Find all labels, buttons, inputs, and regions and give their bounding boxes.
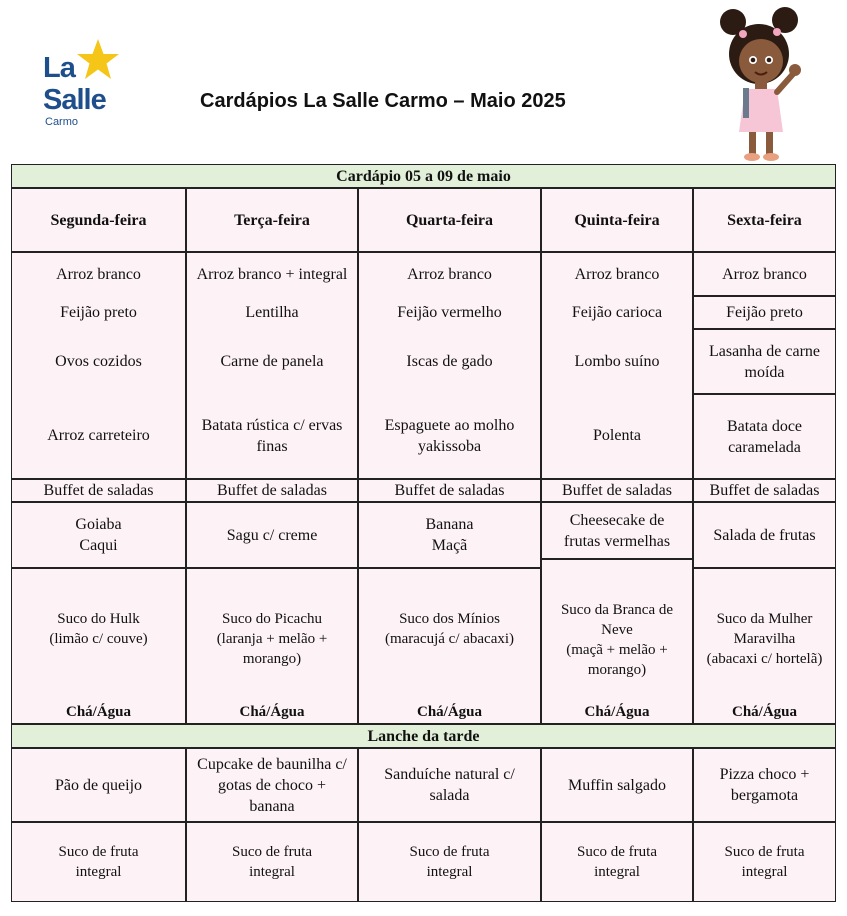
dish-side-quarta: Espaguete ao molho yakissoba [384,416,515,455]
salad-sexta [693,479,836,502]
juice-line-l3: morango) [587,662,647,678]
dessert-line-1: Sagu c/ creme [226,526,318,544]
snack-text: Cupcake de baunilha c/ gotas de choco + banana [197,755,347,815]
snack-juice-sexta [693,822,836,902]
menu-table [11,164,836,902]
cha-agua-label: Chá/Água [731,704,798,720]
dessert-line-1: Banana [425,516,474,533]
salad-text: Buffet de saladas [562,482,672,499]
salad-quinta [541,479,693,502]
cha-agua-label: Chá/Água [416,704,483,720]
salad-quarta [358,479,541,502]
dish-beans-segunda: Feijão preto [60,304,137,322]
snack-juice-text: Suco de fruta integral [409,844,490,880]
snack-item-terca [186,748,358,822]
snack-juice-text: Suco de fruta integral [577,844,657,880]
juice-sexta [693,568,836,724]
snack-item-quarta [358,748,541,822]
juice-text [700,609,830,669]
dessert-quinta [541,502,693,559]
dishes-block-segunda [11,252,186,479]
dish-rice-sexta [693,252,836,296]
day-header-quinta [541,188,693,252]
snack-juice-text: Suco de fruta integral [724,844,805,880]
dessert-line-1: Cheesecake de [569,511,665,529]
snack-text: Sanduíche natural c/ salada [384,766,515,804]
day-header-terca [186,188,358,252]
dessert-sexta [693,502,836,568]
snack-juice-text: Suco de fruta integral [58,844,139,880]
dish-side-segunda: Arroz carreteiro [47,427,150,445]
snack-label: Lanche da tarde [367,727,480,745]
page-title: Cardápios La Salle Carmo – Maio 2025 [200,90,566,112]
dishes-block-terca [186,252,358,479]
snack-text: Muffin salgado [568,776,666,794]
cha-agua-label: Chá/Água [584,704,650,720]
salad-text: Buffet de saladas [709,482,820,499]
day-label: Terça-feira [234,211,310,229]
dishes-block-quinta [541,252,693,479]
dish-main-segunda: Ovos cozidos [55,353,142,371]
juice-line-l1: Suco dos Mínios [399,611,500,627]
week-label: Cardápio 05 a 09 de maio [336,167,511,185]
dish-text: Batata doce caramelada [726,417,803,456]
logo-la: La [43,52,75,84]
dish-main-quinta: Lombo suíno [574,353,660,371]
dessert-quarta [358,502,541,568]
dish-beans-quinta: Feijão carioca [571,304,663,322]
dessert-segunda [11,502,186,568]
juice-line-l2: (laranja + melão + [216,631,328,647]
juice-line-l3: morango) [242,651,302,667]
dish-text: Feijão preto [726,304,803,321]
dish-beans-quarta: Feijão vermelho [397,304,502,322]
dish-side-quinta: Polenta [593,427,641,445]
juice-text [217,609,328,669]
dishes-block-quarta [358,252,541,479]
dessert-line-2: Caqui [79,537,118,554]
star-icon [75,38,121,82]
day-label: Quarta-feira [405,211,494,229]
snack-item-quinta [541,748,693,822]
juice-line-l1: Suco do Picachu [222,611,322,627]
la-salle-logo [43,40,123,132]
dessert-line-2: Maçã [431,537,468,554]
salad-text: Buffet de saladas [394,482,505,499]
dish-side-sexta [693,394,836,479]
juice-terca [186,568,358,724]
snack-juice-terca [186,822,358,902]
juice-text [552,600,682,680]
dish-main-terca: Carne de panela [220,353,324,371]
logo-salle: Salle [43,84,106,116]
dessert-line-1: Goiaba [75,516,122,533]
dish-rice-terca: Arroz branco + integral [196,266,348,284]
snack-band [11,724,836,748]
salad-text: Buffet de saladas [217,482,327,499]
day-label: Segunda-feira [50,211,147,229]
snack-juice-quinta [541,822,693,902]
dish-text: Arroz branco [722,265,807,283]
juice-line-l2: (maçã + melão + [566,642,668,658]
logo-carmo: Carmo [45,116,79,128]
day-label: Sexta-feira [727,211,802,229]
salad-text: Buffet de saladas [43,482,154,499]
day-header-segunda [11,188,186,252]
snack-text: Pizza choco + bergamota [719,766,810,804]
dish-rice-quarta: Arroz branco [407,266,492,284]
snack-text: Pão de queijo [54,776,143,794]
snack-item-sexta [693,748,836,822]
day-header-sexta [693,188,836,252]
juice-quarta [358,568,541,724]
juice-quinta [541,559,693,724]
cha-agua-label: Chá/Água [239,704,305,720]
dish-text: Lasanha de carne moída [708,342,821,381]
juice-line-l2: (limão c/ couve) [49,631,148,647]
dish-rice-segunda: Arroz branco [56,266,141,284]
juice-line-l2: (abacaxi c/ hortelã) [706,651,823,667]
dessert-line-1: Salada de frutas [713,526,816,544]
snack-juice-quarta [358,822,541,902]
snack-juice-text: Suco de fruta integral [232,844,312,880]
salad-terca [186,479,358,502]
girl-illustration [715,4,805,164]
dessert-line-2: frutas vermelhas [563,532,671,550]
snack-item-segunda [11,748,186,822]
juice-text [385,609,514,649]
juice-segunda [11,568,186,724]
juice-line-l2: (maracujá c/ abacaxi) [384,631,515,647]
day-header-quarta [358,188,541,252]
day-label: Quinta-feira [574,211,660,229]
juice-line-l1: Suco da Branca de Neve [560,602,674,638]
dessert-terca [186,502,358,568]
juice-line-l1: Suco da Mulher Maravilha [716,611,813,647]
juice-text [49,609,147,649]
dish-main-sexta [693,329,836,394]
dish-side-terca: Batata rústica c/ ervas finas [201,416,343,455]
week-band [11,164,836,188]
snack-juice-segunda [11,822,186,902]
cha-agua-label: Chá/Água [65,704,132,720]
dish-rice-quinta: Arroz branco [574,266,660,284]
dish-beans-sexta [693,296,836,329]
salad-segunda [11,479,186,502]
dish-beans-terca: Lentilha [245,304,299,322]
dish-main-quarta: Iscas de gado [406,353,493,371]
juice-line-l1: Suco do Hulk [57,611,140,627]
